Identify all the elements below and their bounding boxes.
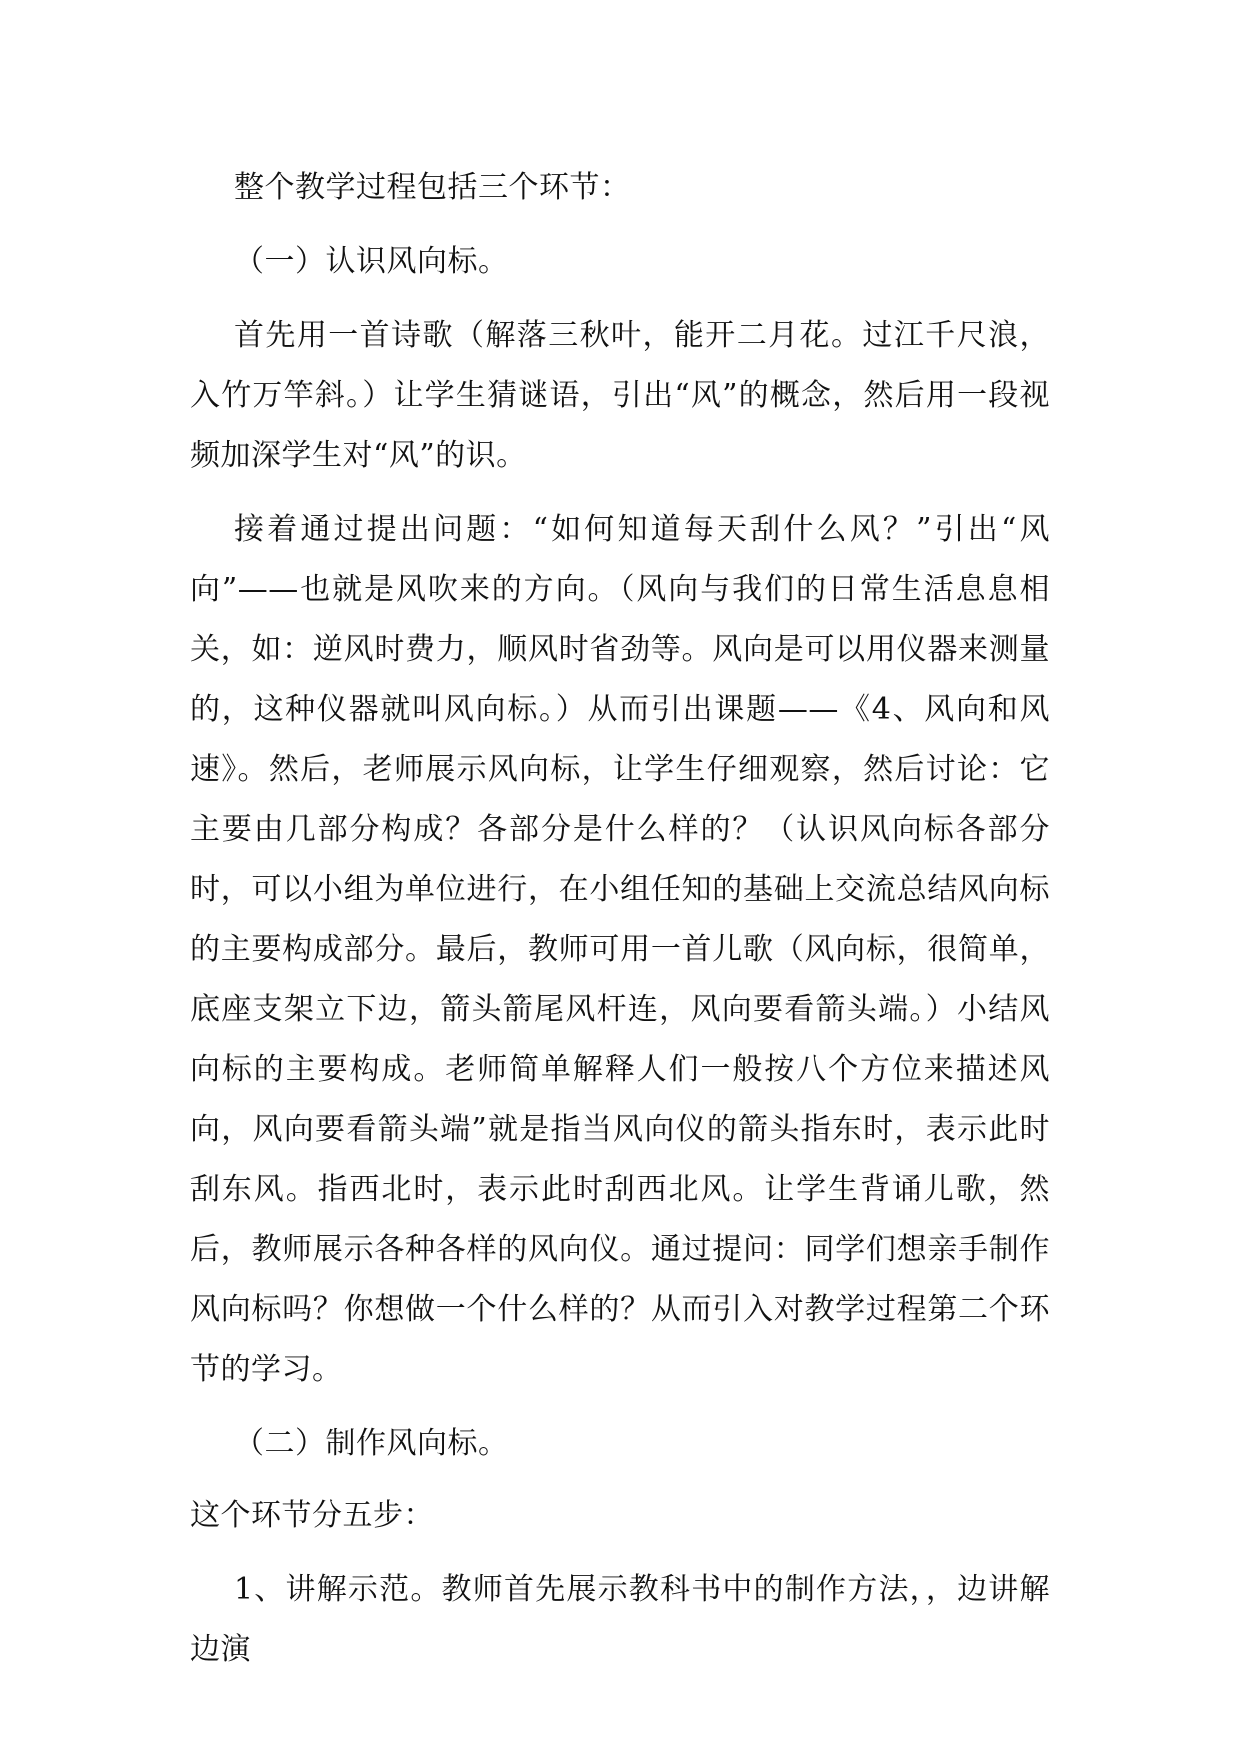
intro-paragraph: 整个教学过程包括三个环节： [234,170,631,205]
document-body [190,158,1050,1680]
section-heading-2: （二）制作风向标。 [234,1426,509,1461]
section-heading-1: （一）认识风向标。 [234,244,509,279]
step-1-paragraph: 1、讲解示范。教师首先展示教科书中的制作方法，，边讲解边演 [190,1572,1050,1667]
body-paragraph-wind-direction: 接着通过提出问题：“如何知道每天刮什么风？”引出“风向”——也就是风吹来的方向。（风向与我们的日常生活息息相关，如：逆风时费力，顺风时省劲等。风向是可以用仪器来测量的，这种仪器就叫风向标。）从而引出课题——《4、风向和风速》。然后，老师展示风向标，让学生仔细观察，然后讨论：它主要由几部分构成？各部分是什么样的？（认识风向标各部分时，可以小组为单位进行，在小组任知的基础上交流总结风向标的主要构成部分。最后，教师可用一首儿歌（风向标，很简单，底座支架立下边，箭头箭尾风杆连，风向要看箭头端。）小结风向标的主要构成。老师简单解释人们一般按八个方位来描述风向，风向要看箭头端”就是指当风向仪的箭头指东时，表示此时刮东风。指西北时，表示此时刮西北风。让学生背诵儿歌，然后，教师展示各种各样的风向仪。通过提问：同学们想亲手制作风向标吗？你想做一个什么样的？从而引入对教学过程第二个环节的学习。 [190,512,1050,1387]
body-paragraph-steps: 这个环节分五步： [190,1498,434,1533]
body-paragraph-poem: 首先用一首诗歌（解落三秋叶，能开二月花。过江千尺浪，入竹万竿斜。）让学生猜谜语，引出“风”的概念，然后用一段视频加深学生对“风”的识。 [190,318,1050,473]
